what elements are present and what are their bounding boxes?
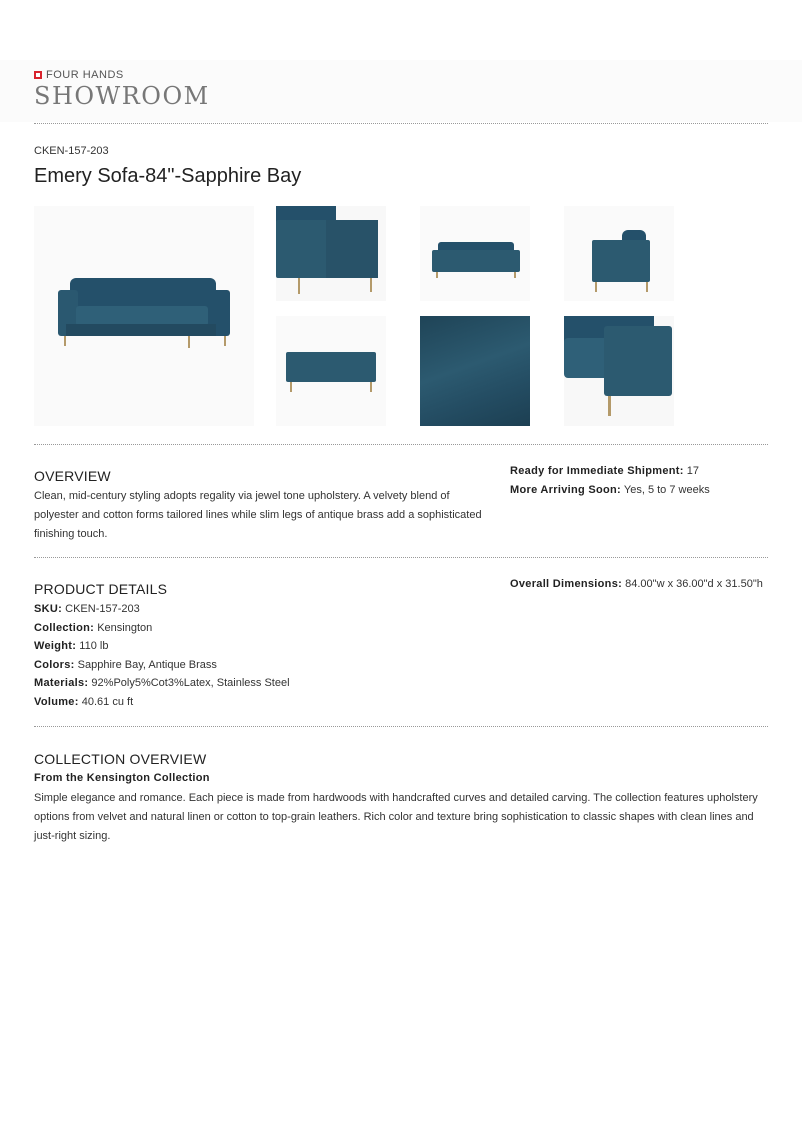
detail-label: Volume: xyxy=(34,695,79,708)
detail-label: SKU: xyxy=(34,603,63,615)
detail-value: Sapphire Bay, Antique Brass xyxy=(77,658,217,671)
overall-dimensions xyxy=(510,575,763,594)
divider xyxy=(34,123,768,124)
overview-text: Clean, mid-century styling adopts regality via jewel tone upholstery. A velvety blend of polyester and cotton forms tailored lines while slim legs of antique brass add a sophisticated finishing touch. xyxy=(34,490,482,540)
product-details-heading: PRODUCT DETAILS xyxy=(34,581,168,597)
detail-label: Materials: xyxy=(34,677,89,690)
detail-value: Kensington xyxy=(97,621,153,634)
detail-value: 110 lb xyxy=(79,640,109,653)
detail-row-weight xyxy=(34,637,290,656)
more-arriving-label: More Arriving Soon: xyxy=(510,484,622,496)
brand-logo xyxy=(34,69,124,81)
thumbnail-side-view[interactable] xyxy=(564,206,674,301)
thumbnail-fabric-swatch[interactable] xyxy=(420,316,530,426)
product-details-list xyxy=(34,600,290,712)
thumbnail-front-view[interactable] xyxy=(420,206,530,301)
ready-shipment-value: 17 xyxy=(686,465,700,477)
product-title: Emery Sofa-84"-Sapphire Bay xyxy=(34,165,302,187)
ready-shipment xyxy=(510,462,699,481)
collection-subheading xyxy=(34,769,210,788)
product-code: CKEN-157-203 xyxy=(34,145,109,157)
detail-label: Colors: xyxy=(34,658,75,671)
collection-heading: COLLECTION OVERVIEW xyxy=(34,751,207,767)
divider xyxy=(34,444,768,445)
thumbnail-back-view[interactable] xyxy=(276,316,386,426)
detail-row-sku xyxy=(34,600,290,619)
detail-row-volume xyxy=(34,693,290,712)
more-arriving-value: Yes, 5 to 7 weeks xyxy=(623,484,710,496)
detail-label: Collection: xyxy=(34,621,95,634)
detail-value: 92%Poly5%Cot3%Latex, Stainless Steel xyxy=(91,677,290,690)
brand-name: FOUR HANDS xyxy=(46,69,124,81)
dimensions-value: 84.00"w x 36.00"d x 31.50"h xyxy=(625,578,763,590)
detail-row-materials xyxy=(34,674,290,693)
thumbnail-arm-closeup[interactable] xyxy=(276,206,386,301)
divider xyxy=(34,726,768,727)
collection-subheading-text: From the Kensington Collection xyxy=(34,772,210,784)
ready-shipment-label: Ready for Immediate Shipment: xyxy=(510,465,684,477)
divider xyxy=(34,557,768,558)
overview-heading: OVERVIEW xyxy=(34,468,111,484)
thumbnail-seat-detail[interactable] xyxy=(564,316,674,426)
more-arriving xyxy=(510,481,710,500)
detail-label: Weight: xyxy=(34,640,77,653)
detail-row-colors xyxy=(34,656,290,675)
detail-row-collection xyxy=(34,619,290,638)
brand-square-icon xyxy=(34,71,42,79)
main-product-image[interactable] xyxy=(34,206,254,426)
showroom-title: SHOWROOM xyxy=(34,82,210,110)
detail-value: 40.61 cu ft xyxy=(81,695,134,708)
detail-value: CKEN-157-203 xyxy=(65,603,140,615)
dimensions-label: Overall Dimensions: xyxy=(510,578,623,590)
collection-text: Simple elegance and romance. Each piece is made from hardwoods with handcrafted curves and detailed carving. The collection features upholstery options from velvet and natural linen or cotton to top-grain leathers. Rich color and texture bring sophistication to classic shapes with clean lines and just-right sizing. xyxy=(34,792,758,842)
